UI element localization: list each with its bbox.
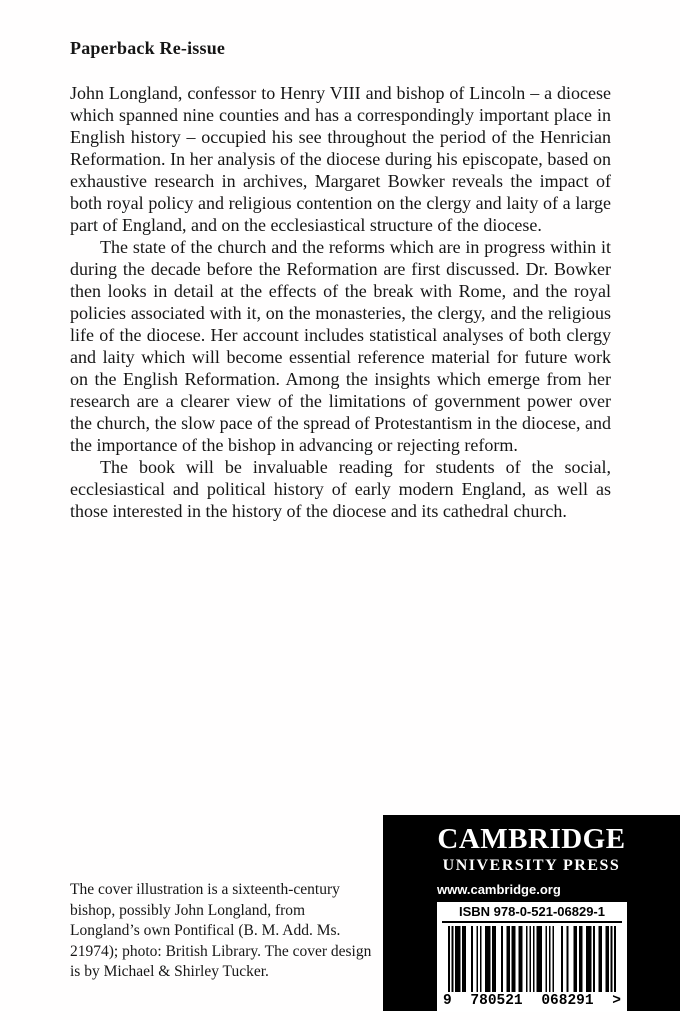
barcode-digit-group: 068291 bbox=[541, 993, 594, 1009]
university-press-wordmark: UNIVERSITY PRESS bbox=[442, 857, 621, 874]
blurb-paragraph-1: John Longland, confessor to Henry VIII and bishop of Lincoln – a diocese which spanned nine counties and has a correspondingly important place in English history – occupied his see throughout the period of the Henrician Reformation. In her analysis of the diocese during his episcopate, based on exhaustive research in archives, Margaret Bowker reveals the impact of both royal policy and religious contention on the clergy and laity of a large part of England, and on the ecclesiastical structure of the diocese. bbox=[70, 83, 611, 235]
isbn-label: ISBN 978-0-521-06829-1 bbox=[442, 904, 622, 923]
barcode-digit-group: 780521 bbox=[470, 993, 523, 1009]
blurb-area bbox=[70, 38, 611, 522]
barcode-digits bbox=[442, 993, 622, 1009]
cambridge-wordmark: CAMBRIDGE bbox=[437, 823, 626, 855]
edition-label: Paperback Re-issue bbox=[70, 38, 226, 58]
blurb-paragraph-2: The state of the church and the reforms which are in progress within it during the decade before the Reformation are first discussed. Dr. Bowker then looks in detail at the effects of the break with Rome, and the royal policies associated with it, on the monasteries, the clergy, and the religious life of the diocese. Her account includes statistical analyses of both clergy and laity which will become essential reference material for future work on the English Reformation. Among the insights which emerge from her research are a clearer view of the limitations of government power over the church, the slow pace of the spread of Protestantism in the diocese, and the importance of the bishop in advancing or rejecting reform. bbox=[70, 237, 611, 455]
ean13-barcode bbox=[448, 926, 616, 992]
barcode-digit-group: 9 bbox=[443, 993, 452, 1009]
barcode-quiet-zone-indicator: > bbox=[612, 993, 621, 1009]
publisher-panel bbox=[383, 815, 680, 1011]
publisher-logo bbox=[383, 815, 680, 875]
publisher-website: www.cambridge.org bbox=[437, 882, 561, 897]
blurb-paragraph-3: The book will be invaluable reading for students of the social, ecclesiastical and political history of early modern England, as well as those interested in the history of the diocese and its cathedral church. bbox=[70, 457, 611, 521]
isbn-barcode-box bbox=[437, 902, 627, 1012]
cover-illustration-credit: The cover illustration is a sixteenth-century bishop, possibly John Longland, from Longland’s own Pontifical (B. M. Add. Ms. 21974); photo: British Library. The cover design is by Michael & Shirley Tucker. bbox=[70, 881, 372, 980]
